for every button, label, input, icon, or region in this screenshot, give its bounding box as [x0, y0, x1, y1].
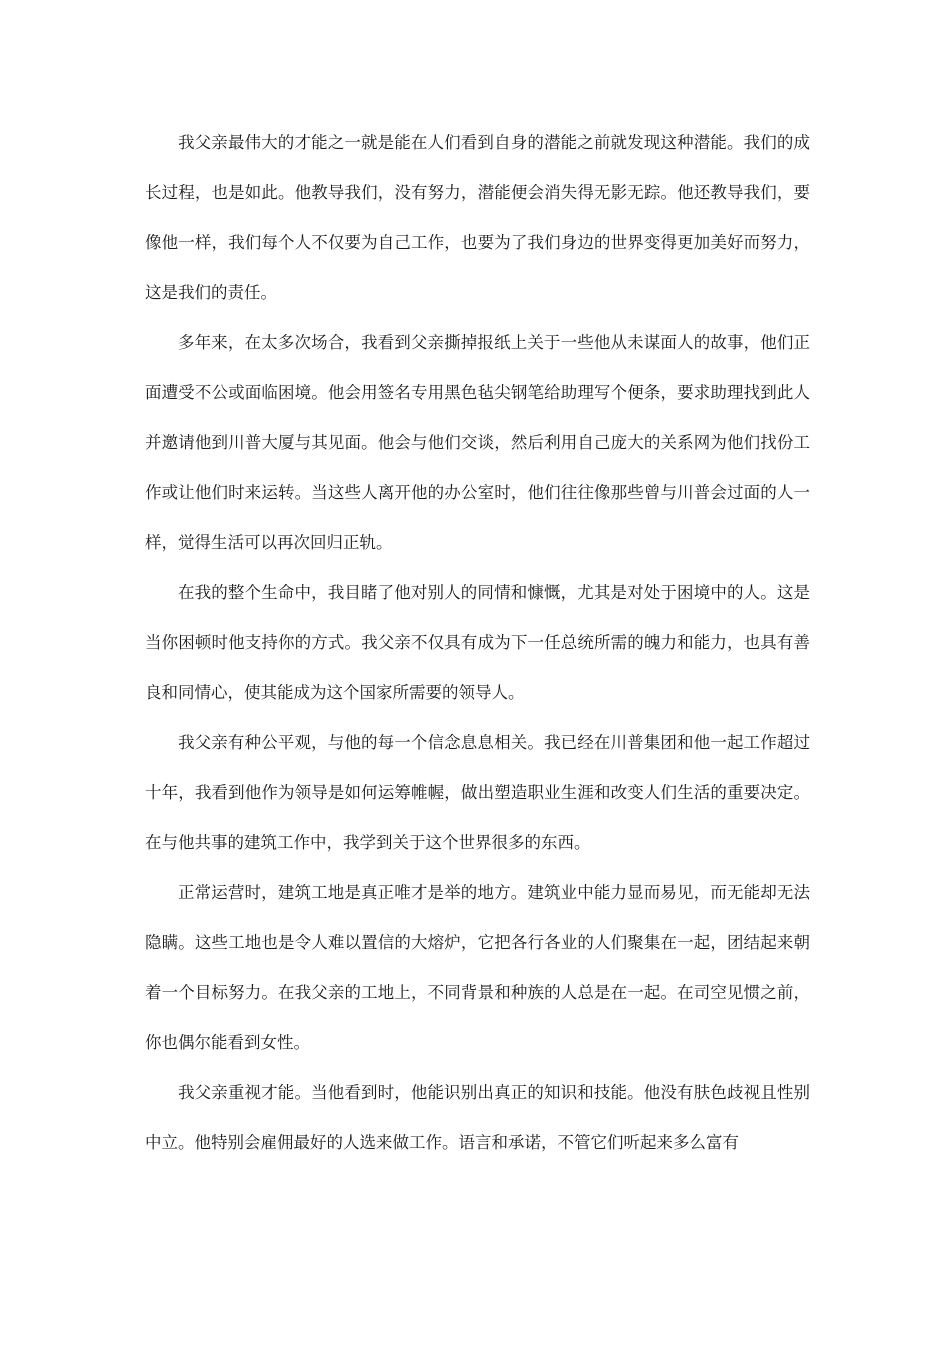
document-body [145, 118, 810, 1168]
paragraph-3: 在我的整个生命中，我目睹了他对别人的同情和慷慨，尤其是对处于困境中的人。这是当你困顿时他支持你的方式。我父亲不仅具有成为下一任总统所需的魄力和能力，也具有善良和同情心，使其能成为这个国家所需要的领导人。 [145, 583, 810, 702]
paragraph-5: 正常运营时，建筑工地是真正唯才是举的地方。建筑业中能力显而易见，而无能却无法隐瞒。这些工地也是令人难以置信的大熔炉，它把各行各业的人们聚集在一起，团结起来朝着一个目标努力。在我父亲的工地上，不同背景和种族的人总是在一起。在司空见惯之前，你也偶尔能看到女性。 [145, 883, 810, 1052]
paragraph-6: 我父亲重视才能。当他看到时，他能识别出真正的知识和技能。他没有肤色歧视且性别中立。他特别会雇佣最好的人选来做工作。语言和承诺，不管它们听起来多么富有 [145, 1083, 810, 1152]
paragraph-2: 多年来，在太多次场合，我看到父亲撕掉报纸上关于一些他从未谋面人的故事，他们正面遭受不公或面临困境。他会用签名专用黑色毡尖钢笔给助理写个便条，要求助理找到此人并邀请他到川普大厦与其见面。他会与他们交谈，然后利用自己庞大的关系网为他们找份工作或让他们时来运转。当这些人离开他的办公室时，他们往往像那些曾与川普会过面的人一样，觉得生活可以再次回归正轨。 [145, 333, 810, 552]
paragraph-1: 我父亲最伟大的才能之一就是能在人们看到自身的潜能之前就发现这种潜能。我们的成长过程，也是如此。他教导我们，没有努力，潜能便会消失得无影无踪。他还教导我们，要像他一样，我们每个人不仅要为自己工作，也要为了我们身边的世界变得更加美好而努力，这是我们的责任。 [145, 133, 810, 302]
paragraph-4: 我父亲有种公平观，与他的每一个信念息息相关。我已经在川普集团和他一起工作超过十年，我看到他作为领导是如何运筹帷幄，做出塑造职业生涯和改变人们生活的重要决定。在与他共事的建筑工作中，我学到关于这个世界很多的东西。 [145, 733, 810, 852]
